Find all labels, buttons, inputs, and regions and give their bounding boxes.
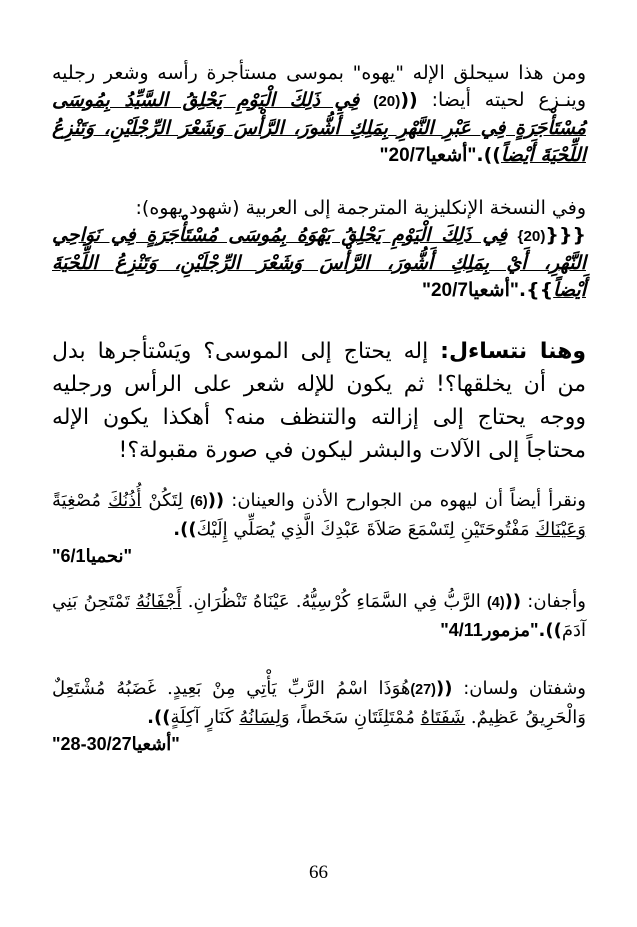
verse-text: مَفْتُوحَتَيْنِ لِتَسْمَعَ صَلاَةَ عَبْدِكَ الَّذِي يُصَلِّي إِلَيْكَ [196, 519, 536, 540]
verse-text: كَنَارٍ آكِلَةٍ [170, 707, 240, 728]
quote-open: (( [207, 490, 225, 511]
verse-text: مُمْتَلِئَتَانِ سَخَطاً، [289, 707, 421, 728]
intro-text: وفي النسخة الإنكليزية المترجمة إلى العربية (شهود يهوه): [135, 197, 586, 219]
verse-number: (20} [517, 227, 546, 245]
verse-number: (20) [373, 92, 401, 110]
verse-text: فِي ذَلِكَ الْيَوْمِ يَحْلِقُ يَهْوَهُ بِمُوسَى مُسْتَأْجَرَةٍ فِي نَوَاحِي النَّهْرِ، أَيْ بِمَلِكِ أَشُّورَ، الرَّأْسَ وَشَعْرَ الرِّجْلَيْنِ، وَتَنْزِعُ اللِّحْيَةَ أَيْضاً [52, 223, 586, 301]
intro-text: وشفتان ولسان: [452, 678, 586, 699]
verse-text: مُصْغِيَةً [52, 490, 109, 511]
verse-highlight: أَجْفَانُهُ [136, 591, 182, 612]
quote-open: (( [504, 591, 522, 612]
intro-text: ومن هذا سيحلق الإله "يهوه" بموسى مستأجرة رأسه وشعر رجليه وينـزع لحيته أيضا: [52, 62, 586, 111]
paragraph-razor [52, 60, 586, 169]
paragraph-ear-eyes [52, 487, 586, 570]
quote-open: (( [435, 678, 453, 699]
quote-open: {{{ [545, 223, 587, 246]
verse-text: تَمْتَحِنُ بَنِي آدَمَ [52, 591, 586, 641]
quote-close: )). [476, 143, 501, 166]
paragraph-lips-tongue [52, 675, 586, 758]
paragraph-eyelids [52, 588, 586, 644]
verse-text: هُوَذَا اسْمُ الرَّبِّ يَأْتِي مِنْ بَعِيدٍ. غَضَبُهُ مُشْتَعِلٌ وَالْحَرِيقُ عَظِيمٌ. [52, 678, 586, 728]
verse-source: "نحميا6/1" [52, 546, 133, 566]
verse-highlight: وَلِسَانُهُ [239, 707, 290, 728]
verse-text: فِي ذَلِكَ الْيَوْمِ يَحْلِقُ السَّيِّدُ بِمُوسَى مُسْتَأْجَرَةٍ فِي عَبْرِ النَّهْرِ بِمَلِكِ أَشُّورَ، الرَّأْسَ وَشَعْرَ الرِّجْلَيْنِ، وَتَنْزِعُ اللِّحْيَةَ أَيْضاً [52, 88, 586, 166]
quote-close: }}. [518, 278, 554, 301]
question-lead: وهنا نتساءل: [440, 339, 586, 364]
quote-close: )). [147, 707, 171, 728]
intro-text: ونقرأ أيضاً أن ليهوه من الجوارح الأذن والعينان: [224, 490, 586, 511]
paragraph-english-translation [52, 195, 586, 304]
page-number: 66 [309, 862, 328, 883]
quote-close: )). [173, 519, 197, 540]
verse-highlight: وَعَيْنَاكَ [535, 519, 586, 540]
verse-source: "أشعيا20/7" [379, 144, 477, 166]
verse-source: "أشعيا30/27-28" [52, 734, 180, 754]
quote-open: (( [400, 88, 418, 111]
verse-source: "مزمور4/11" [440, 620, 539, 640]
verse-highlight: أُذُنُكَ [108, 490, 142, 511]
verse-text: الرَّبُّ فِي السَّمَاءِ كُرْسِيُّهُ. عَيْنَاهُ تَنْظُرَانِ. [181, 591, 487, 612]
intro-text: وأجفان: [521, 591, 586, 612]
verse-number: (4) [487, 595, 505, 611]
question-text: إله يحتاج إلى الموسى؟ ويَسْتأجرها بدل من أن يخلقها؟! ثم يكون للإله شعر على الرأس ورجليه ووجه يحتاج إلى إزالته والتنظف منه؟ أهكذا يكون الإله محتاجاً إلى الآلات والبشر ليكون في صورة مقبولة؟! [52, 339, 586, 463]
verse-highlight: شَفَتَاهُ [420, 707, 466, 728]
verse-text: لِتَكُنْ [141, 490, 191, 511]
verse-number: (6) [190, 494, 208, 510]
verse-source: "أشعيا20/7" [421, 279, 519, 301]
paragraph-question [52, 335, 586, 467]
quote-close: )). [538, 620, 562, 641]
verse-number: (27) [410, 682, 436, 698]
